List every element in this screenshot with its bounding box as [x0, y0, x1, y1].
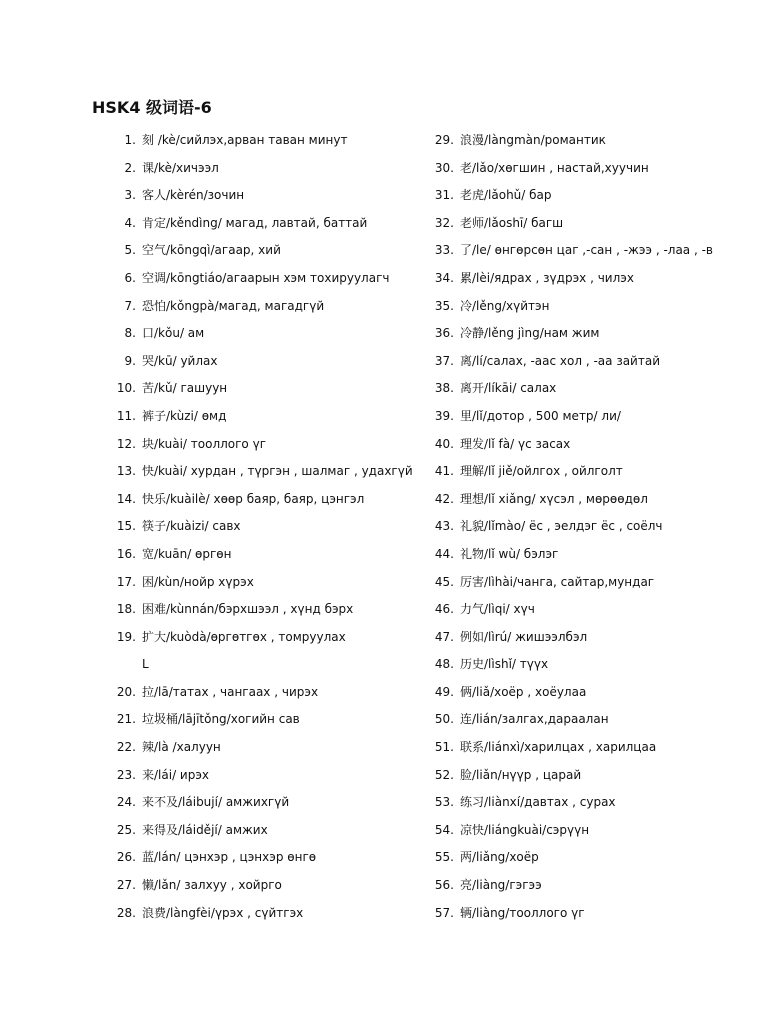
- vocabulary-entry: [106, 513, 426, 541]
- entry-number: 32.: [434, 215, 454, 230]
- entry-number: 4.: [124, 215, 136, 230]
- entry-number: 3.: [124, 188, 136, 203]
- entry-text: 来得及/láidějí/ амжих: [142, 822, 268, 837]
- vocabulary-entry: [106, 762, 426, 790]
- vocabulary-entry: [424, 844, 744, 872]
- entry-text: 浪费/làngfèi/үрэх , сүйтгэх: [142, 905, 304, 920]
- vocabulary-entry: [106, 900, 426, 928]
- entry-number: 45.: [434, 574, 454, 589]
- entry-number: 48.: [434, 657, 454, 672]
- entry-text: 扩大/kuòdà/өргөтгөх , томруулах: [142, 629, 346, 644]
- entry-number: 43.: [434, 519, 454, 534]
- vocabulary-entry: [424, 513, 744, 541]
- entry-number: 50.: [434, 712, 454, 727]
- entry-text: 辆/liàng/тооллого үг: [460, 905, 585, 920]
- entry-text: 累/lèi/ядрах , зүдрэх , чилэх: [460, 270, 634, 285]
- vocabulary-entry: [424, 706, 744, 734]
- entry-number: 16.: [116, 546, 136, 561]
- entry-text: 宽/kuān/ өргөн: [142, 546, 232, 561]
- entry-number: 44.: [434, 546, 454, 561]
- entry-number: 13.: [116, 464, 136, 479]
- entry-text: 来不及/láibují/ амжихгүй: [142, 795, 290, 810]
- entry-text: 冷静/lěng jìng/нам жим: [460, 326, 600, 341]
- entry-text: 老虎/lǎohǔ/ бар: [460, 188, 552, 203]
- entry-number: 9.: [124, 353, 136, 368]
- entry-text: 哭/kū/ уйлах: [142, 353, 218, 368]
- vocabulary-entry: [424, 458, 744, 486]
- vocabulary-entry: [106, 348, 426, 376]
- entry-text: 里/lǐ/дотор , 500 метр/ ли/: [460, 408, 621, 423]
- entry-number: 42.: [434, 491, 454, 506]
- vocabulary-list-right: [424, 127, 744, 927]
- entry-number: 56.: [434, 878, 454, 893]
- entry-number: 24.: [116, 795, 136, 810]
- entry-text: 力气/lìqi/ хүч: [460, 602, 535, 617]
- vocabulary-entry: [424, 403, 744, 431]
- entry-number: 53.: [434, 795, 454, 810]
- vocabulary-entry: [424, 127, 744, 155]
- entry-number: 8.: [124, 326, 136, 341]
- entry-text: 历史/lìshǐ/ түүх: [460, 657, 549, 672]
- entry-number: 7.: [124, 298, 136, 313]
- entry-text: 筷子/kuàizi/ савх: [142, 519, 241, 534]
- entry-number: 28.: [116, 905, 136, 920]
- entry-text: 理解/lǐ jiě/ойлгох , ойлголт: [460, 464, 623, 479]
- entry-text: 厉害/lìhài/чанга, сайтар,мундаг: [460, 574, 655, 589]
- entry-text: 礼貌/lǐmào/ ёс , эелдэг ёс , соёлч: [460, 519, 663, 534]
- vocabulary-entry: [106, 403, 426, 431]
- vocabulary-entry: [424, 624, 744, 652]
- entry-number: 1.: [124, 133, 136, 147]
- vocabulary-entry: [424, 789, 744, 817]
- entry-number: 47.: [434, 629, 454, 644]
- entry-number: 46.: [434, 602, 454, 617]
- entry-number: 15.: [116, 519, 136, 534]
- entry-text: 离/lí/салах, -аас хол , -аа зайтай: [460, 353, 660, 368]
- entry-text: 理想/lǐ xiǎng/ хүсэл , мөрөөдөл: [460, 491, 648, 506]
- entry-number: 41.: [434, 464, 454, 479]
- vocabulary-entry: [106, 293, 426, 321]
- entry-number: 23.: [116, 767, 136, 782]
- entry-text: 空调/kōngtiáo/агаарын хэм тохируулагч: [142, 270, 390, 285]
- vocabulary-entry: [424, 320, 744, 348]
- vocabulary-entry: [106, 541, 426, 569]
- entry-text: 来/lái/ ирэх: [142, 767, 210, 782]
- entry-number: 20.: [116, 684, 136, 699]
- vocabulary-entry: [106, 486, 426, 514]
- entry-text: L: [142, 657, 149, 672]
- vocabulary-entry: [106, 569, 426, 597]
- entry-number: 33.: [434, 243, 454, 258]
- entry-number: 36.: [434, 326, 454, 341]
- entry-number: 5.: [124, 243, 136, 258]
- entry-text: 亮/liàng/гэгээ: [460, 878, 542, 893]
- entry-text: 浪漫/làngmàn/романтик: [460, 133, 606, 147]
- vocabulary-entry: [424, 817, 744, 845]
- entry-number: 25.: [116, 822, 136, 837]
- entry-number: 39.: [434, 408, 454, 423]
- entry-number: 2.: [124, 160, 136, 175]
- entry-number: 12.: [116, 436, 136, 451]
- entry-number: 51.: [434, 740, 454, 755]
- entry-text: 离开/líkāi/ салах: [460, 381, 557, 396]
- vocabulary-entry: [424, 431, 744, 459]
- entry-text: 口/kǒu/ ам: [142, 326, 205, 341]
- entry-text: 例如/lìrú/ жишээлбэл: [460, 629, 588, 644]
- entry-number: 14.: [116, 491, 136, 506]
- entry-text: 联系/liánxì/харилцах , харилцаа: [460, 740, 657, 755]
- entry-number: 35.: [434, 298, 454, 313]
- entry-number: 55.: [434, 850, 454, 865]
- entry-text: 懒/lǎn/ залхуу , хойрго: [142, 878, 282, 893]
- entry-number: 57.: [434, 905, 454, 920]
- vocabulary-entry: [106, 182, 426, 210]
- vocabulary-entry: [424, 293, 744, 321]
- entry-text: 了/le/ өнгөрсөн цаг ,-сан , -жээ , -лаа , -в: [460, 243, 714, 258]
- vocabulary-entry: [106, 844, 426, 872]
- vocabulary-entry: [106, 817, 426, 845]
- entry-text: 凉快/liángkuài/сэрүүн: [460, 822, 590, 837]
- vocabulary-entry: [424, 872, 744, 900]
- entry-number: 38.: [434, 381, 454, 396]
- entry-text: 块/kuài/ тооллого үг: [142, 436, 266, 451]
- entry-text: 苦/kǔ/ гашуун: [142, 381, 228, 396]
- page-title: HSK4 级词语-6: [92, 98, 212, 117]
- entry-text: 辣/là /халуун: [142, 740, 221, 755]
- vocabulary-entry: [424, 900, 744, 928]
- entry-number: 19.: [116, 629, 136, 644]
- vocabulary-entry: [424, 237, 744, 265]
- vocabulary-entry: [424, 265, 744, 293]
- vocabulary-entry: [106, 872, 426, 900]
- entry-text: 连/lián/залгах,дараалан: [460, 712, 609, 727]
- entry-text: 礼物/lǐ wù/ бэлэг: [460, 546, 559, 561]
- entry-number: [106, 651, 136, 679]
- entry-number: 49.: [434, 684, 454, 699]
- vocabulary-list-left: [106, 127, 426, 927]
- vocabulary-entry: [106, 127, 426, 155]
- entry-text: 快乐/kuàilè/ хөөр баяр, баяр, цэнгэл: [142, 491, 365, 506]
- entry-text: 客人/kèrén/зочин: [142, 188, 245, 203]
- vocabulary-entry: [106, 624, 426, 652]
- entry-text: 恐怕/kǒngpà/магад, магадгүй: [142, 298, 325, 313]
- entry-text: 空气/kōngqì/агаар, хий: [142, 243, 281, 258]
- vocabulary-entry: [424, 762, 744, 790]
- entry-number: 26.: [116, 850, 136, 865]
- entry-text: 脸/liǎn/нүүр , царай: [460, 767, 582, 782]
- entry-text: 蓝/lán/ цэнхэр , цэнхэр өнгө: [142, 850, 317, 865]
- entry-text: 拉/lā/татах , чангаах , чирэх: [142, 684, 319, 699]
- entry-text: 困/kùn/нойр хүрэх: [142, 574, 254, 589]
- vocabulary-entry: [106, 789, 426, 817]
- vocabulary-entry: [424, 596, 744, 624]
- entry-number: 54.: [434, 822, 454, 837]
- entry-text: 俩/liǎ/хоёр , хоёулаа: [460, 684, 587, 699]
- vocabulary-entry: [106, 679, 426, 707]
- entry-text: 课/kè/хичээл: [142, 160, 219, 175]
- entry-text: 刻 /kè/сийлэх,арван таван минут: [142, 133, 348, 147]
- vocabulary-entry: [106, 458, 426, 486]
- vocabulary-entry: [424, 569, 744, 597]
- entry-text: 肯定/kěndìng/ магад, лавтай, баттай: [142, 215, 368, 230]
- vocabulary-entry: [424, 679, 744, 707]
- entry-number: 37.: [434, 353, 454, 368]
- entry-number: 40.: [434, 436, 454, 451]
- vocabulary-entry: [424, 651, 744, 679]
- vocabulary-entry: [106, 237, 426, 265]
- entry-text: 两/liǎng/хоёр: [460, 850, 539, 865]
- entry-number: 52.: [434, 767, 454, 782]
- vocabulary-entry: [106, 265, 426, 293]
- entry-number: 22.: [116, 740, 136, 755]
- vocabulary-entry: [106, 734, 426, 762]
- vocabulary-entry: [106, 596, 426, 624]
- vocabulary-entry: [424, 541, 744, 569]
- vocabulary-entry: [424, 182, 744, 210]
- entry-number: 11.: [116, 408, 136, 423]
- vocabulary-entry: [424, 348, 744, 376]
- vocabulary-entry: [424, 210, 744, 238]
- entry-text: 困难/kùnnán/бэрхшээл , хүнд бэрх: [142, 602, 354, 617]
- entry-number: 21.: [116, 712, 136, 727]
- vocabulary-entry: [424, 155, 744, 183]
- entry-number: 27.: [116, 878, 136, 893]
- entry-text: 老/lǎo/хөгшин , настай,хуучин: [460, 160, 649, 175]
- vocabulary-entry: [106, 320, 426, 348]
- entry-text: 垃圾桶/lājītǒng/хогийн сав: [142, 712, 300, 727]
- vocabulary-entry: [106, 706, 426, 734]
- vocabulary-entry: [106, 651, 426, 679]
- entry-text: 老师/lǎoshī/ багш: [460, 215, 564, 230]
- entry-number: 30.: [434, 160, 454, 175]
- vocabulary-entry: [106, 431, 426, 459]
- vocabulary-entry: [106, 155, 426, 183]
- vocabulary-entry: [424, 486, 744, 514]
- entry-number: 17.: [116, 574, 136, 589]
- entry-text: 快/kuài/ хурдан , түргэн , шалмаг , удахгүй: [142, 464, 413, 479]
- entry-number: 18.: [116, 602, 136, 617]
- entry-text: 理发/lǐ fà/ үс засах: [460, 436, 571, 451]
- entry-number: 31.: [434, 188, 454, 203]
- entry-number: 34.: [434, 270, 454, 285]
- vocabulary-entry: [424, 734, 744, 762]
- entry-text: 练习/liànxí/давтах , сурах: [460, 795, 616, 810]
- vocabulary-entry: [424, 375, 744, 403]
- entry-number: 10.: [116, 381, 136, 396]
- entry-text: 裤子/kùzi/ өмд: [142, 408, 227, 423]
- entry-text: 冷/lěng/хүйтэн: [460, 298, 550, 313]
- entry-number: 6.: [124, 270, 136, 285]
- entry-number: 29.: [434, 133, 454, 147]
- vocabulary-entry: [106, 375, 426, 403]
- vocabulary-entry: [106, 210, 426, 238]
